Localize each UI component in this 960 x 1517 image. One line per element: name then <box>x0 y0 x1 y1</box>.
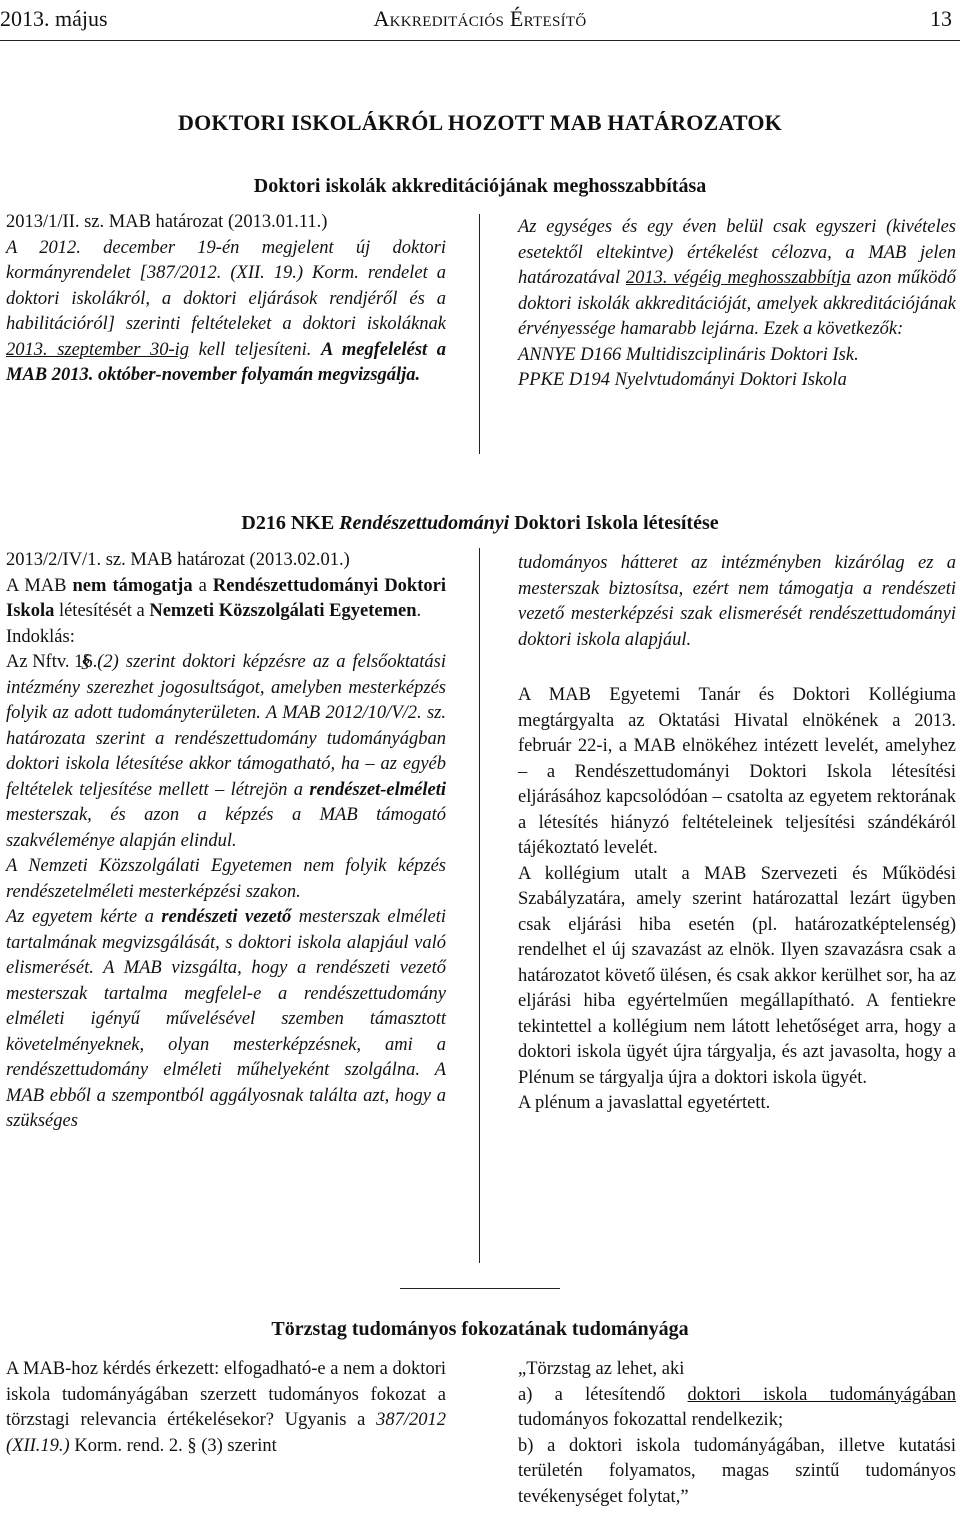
section1-right-column <box>518 215 956 394</box>
section1-decision-ref: 2013/1/II. sz. MAB határozat (2013.01.11.) <box>6 212 328 232</box>
question-paragraph: A MAB-hoz kérdés érkezett: elfogadható-e a nem a doktori iskola tudományágában szerzett tudományos fokozat a törzstagi relevancia értékelésekor? Ugyanis a 387/2012 (XII.19.) Korm. rend. 2. § (3) szerint <box>6 1359 446 1456</box>
quote-item: a) a létesítendő doktori iskola tudományágában tudományos fokozattal rendelkezik; <box>518 1384 956 1430</box>
section3-right-column <box>518 1357 956 1510</box>
column-divider <box>479 214 480 454</box>
section2-decision: A MAB nem támogatja a Rendészettudományi Doktori Iskola létesítését a Nemzeti Közszolgálati Egyetemen. <box>6 575 446 621</box>
justification-paragraph: tudományos hátteret az intézményben kizárólag ez a mesterszak biztosítsa, ezért nem támogatja a rendészeti vezető mesterképzési szak elismerését rendészettudományi doktori iskola alapjául. <box>518 553 956 650</box>
section2-title: D216 NKE Rendészettudományi Doktori Iskola létesítése <box>241 512 719 534</box>
school-item: PPKE D194 Nyelvtudományi Doktori Iskola <box>518 370 847 390</box>
quote-line: „Törzstag az lehet, aki <box>518 1359 685 1379</box>
header-date: 2013. május <box>0 6 108 31</box>
reason-paragraph: § (2) szerint doktori képzésre az a felsőoktatási intézmény szerezhet jogosultságot, amelyben mesterképzés folyik az adott tudományterületen. A MAB 2012/10/V/2. sz. határozata szerint a rendészettudomány tudományágban doktori iskola létesítése akkor támogatható, ha – az egyéb feltételek teljesítése mellett – létrejön a rendészet-elméleti mesterszak, és azon a képzés a MAB támogató szakvéleménye alapján elindul. <box>6 652 446 851</box>
plenum-paragraph: A plénum a javaslattal egyetértett. <box>518 1093 771 1113</box>
reason-label: Indoklás: <box>6 626 75 647</box>
school-item: ANNYE D166 Multidiszciplináris Doktori Isk. <box>518 344 859 365</box>
section1-left-column <box>6 210 446 389</box>
section2-left-column <box>6 548 446 1135</box>
college-paragraph: A MAB Egyetemi Tanár és Doktori Kollégiuma megtárgyalta az Oktatási Hivatal elnökének a 2013. február 22-i, a MAB elnökéhez intézett levelét, amelyhez – a Rendészettudományi Doktori Iskola létesítési eljárásához kapcsolódóan – csatolta az egyetem rektorának a létesítés hiányzó feltételeinek teljesítési szándékáról tájékoztató levelét. <box>518 685 956 858</box>
reason-paragraph: A Nemzeti Közszolgálati Egyetemen nem folyik képzés rendészetelméleti mesterképzési szakon. <box>6 856 446 902</box>
page-number: 13 <box>930 6 952 31</box>
section1-extension-text: Az egységes és egy éven belül csak egyszeri (kivételes esetektől eltekintve) értékelést célozva, a MAB jelen határozatával 2013. végéig meghosszabbítja azon működő doktori iskolák akkreditációját, amelyek akkreditációjának érvényessége hamarabb lejárna. Ezek a következők: <box>518 217 956 339</box>
section3-title: Törzstag tudományos fokozatának tudományága <box>271 1318 689 1340</box>
college-paragraph: A kollégium utalt a MAB Szervezeti és Működési Szabályzatára, amely szerint határozattal lezárt ügyben csak eljárási hiba esetén (pl. határozatképtelenség) rendelhet el új szavazást az elnök. Ilyen szavazásra csak a határozatot követő ülésen, és csak akkor kerülhet sor, ha az eljárási hiba egyértelműen megállapítható. A fentiekre tekintettel a kollégium nem látott lehetőséget arra, hogy a doktori iskola ügyét újra tárgyalja, és azt javasolta, hogy a Plénum se tárgyalja újra a doktori iskola ügyét. <box>518 863 956 1088</box>
section1-decision-text: A 2012. december 19-én megjelent új doktori kormányrendelet [387/2012. (XII. 19.) Korm. rendelet a doktori iskolákról, a doktori eljárások rendjéről és a habilitációról] szerinti feltételeket a doktori iskoláknak 2013. szeptember 30-ig kell teljesíteni. A megfelelést a MAB 2013. október-november folyamán megvizsgálja. <box>6 237 446 385</box>
quote-item: b) a doktori iskola tudományágában, illetve kutatási területén folyamatos, magas szintű tudományos tevékenységet folytat,” <box>518 1435 956 1507</box>
column-divider <box>479 548 480 1263</box>
header-journal-title: Akkreditációs Értesítő <box>373 6 587 31</box>
reason-paragraph: Az egyetem kérte a rendészeti vezető mesterszak elméleti tartalmának megvizsgálását, s doktori iskola alapjául való elismerését. A MAB vizsgálta, hogy a rendészeti vezető mesterszak tartalma megfelel-e a rendészettudomány elméleti igényű művelésével szemben támasztott követelményeknek, olyan mesterképzésnek, ami a rendészettudomány elméleti műhelyeként szolgálna. A MAB ebből a szempontból aggályosnak találta azt, hogy a szükséges <box>6 907 446 1131</box>
section-divider <box>400 1288 560 1289</box>
section2-right-column <box>518 551 956 1117</box>
reason-law: Az Nftv. 16. <box>6 652 98 672</box>
running-header <box>0 0 960 41</box>
section2-decision-ref: 2013/2/IV/1. sz. MAB határozat (2013.02.01.) <box>6 550 350 570</box>
section1-title: Doktori iskolák akkreditációjának meghosszabbítása <box>253 175 707 197</box>
main-title: DOKTORI ISKOLÁKRÓL HOZOTT MAB HATÁROZATOK <box>178 110 782 135</box>
section3-left-column <box>6 1357 446 1459</box>
